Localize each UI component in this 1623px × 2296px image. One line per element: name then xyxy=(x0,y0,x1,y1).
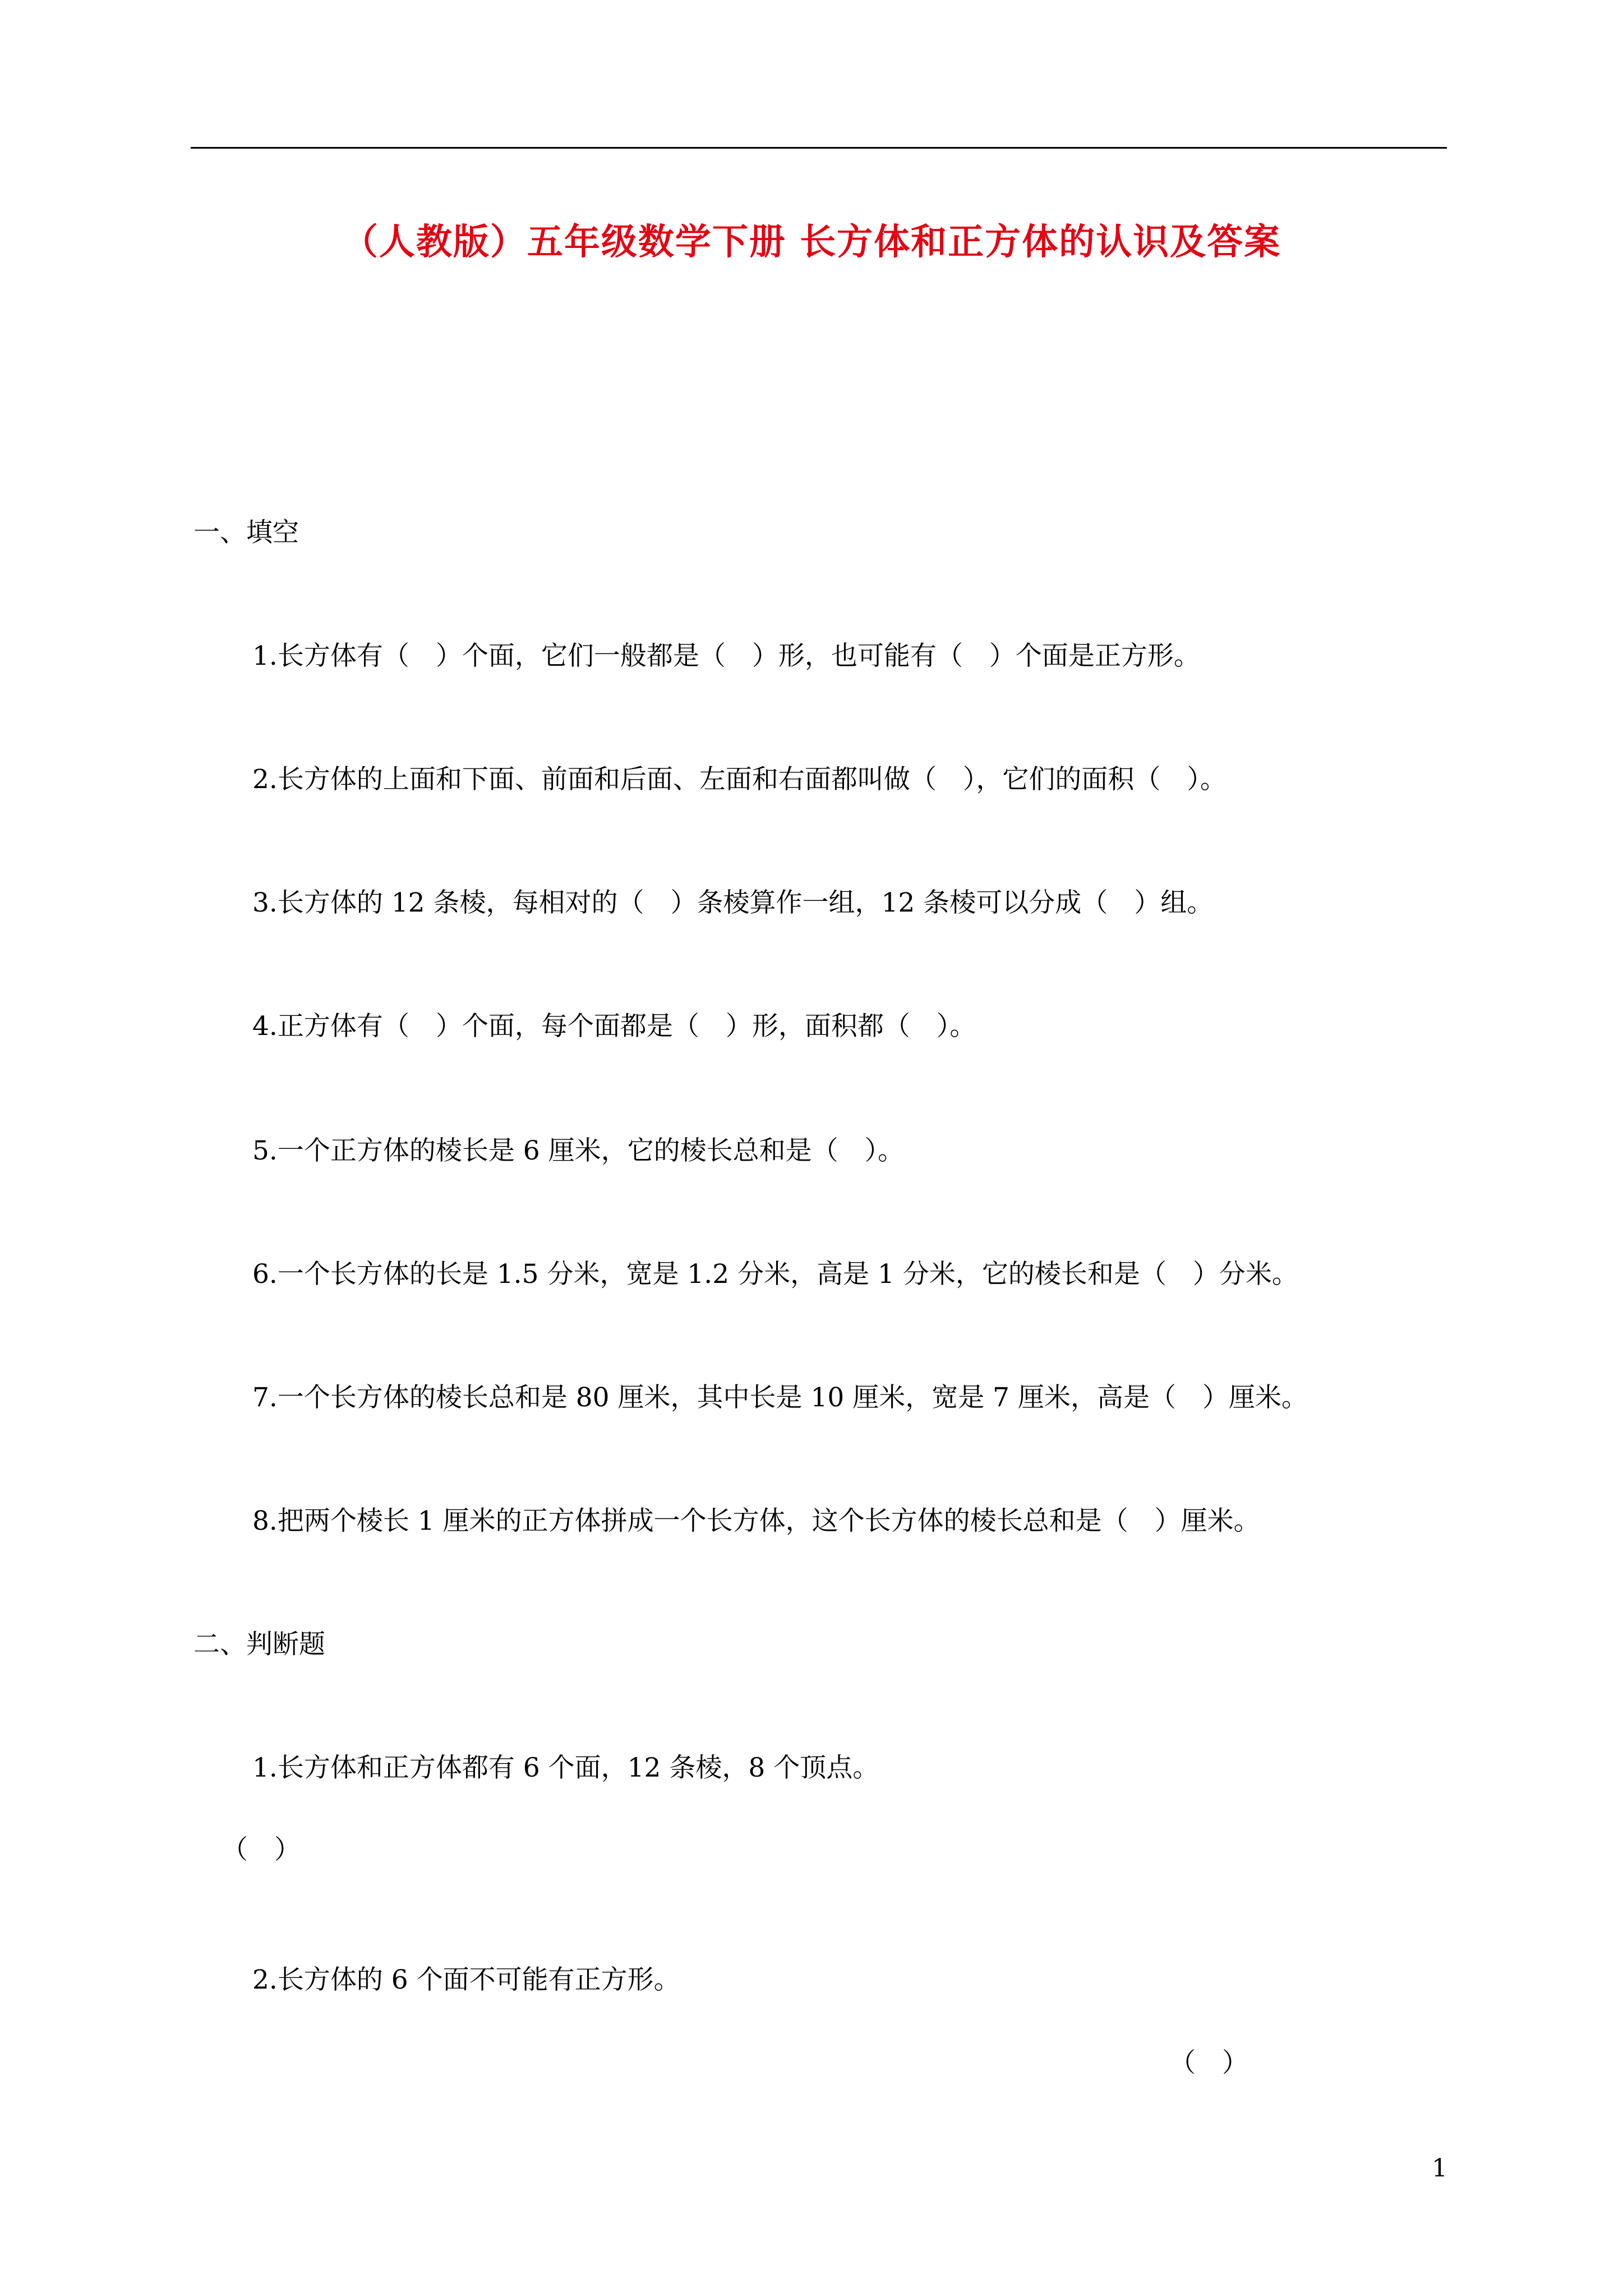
section-heading-fill-blank: 一、填空 xyxy=(193,517,299,548)
page-number: 1 xyxy=(1432,2154,1447,2183)
question-1-7: 7.一个长方体的棱长总和是 80 厘米，其中长是 10 厘米，宽是 7 厘米，高是（ ）厘米。 xyxy=(252,1382,1308,1413)
question-1-3: 3.长方体的 12 条棱，每相对的（ ）条棱算作一组，12 条棱可以分成（ ）组。 xyxy=(252,887,1214,918)
question-1-1: 1.长方体有（ ）个面，它们一般都是（ ）形，也可能有（ ）个面是正方形。 xyxy=(252,641,1200,671)
question-2-2: 2.长方体的 6 个面不可能有正方形。 xyxy=(252,1964,680,1995)
question-1-5: 5.一个正方体的棱长是 6 厘米，它的棱长总和是（ ）。 xyxy=(252,1135,905,1166)
section-heading-true-false: 二、判断题 xyxy=(193,1629,325,1660)
question-2-1: 1.长方体和正方体都有 6 个面，12 条棱，8 个顶点。 xyxy=(252,1752,879,1783)
question-1-8: 8.把两个棱长 1 厘米的正方体拼成一个长方体，这个长方体的棱长总和是（ ）厘米。 xyxy=(252,1506,1260,1536)
question-1-2: 2.长方体的上面和下面、前面和后面、左面和右面都叫做（ ），它们的面积（ ）。 xyxy=(252,764,1227,795)
header-rule xyxy=(191,147,1447,149)
question-1-4: 4.正方体有（ ）个面，每个面都是（ ）形，面积都（ ）。 xyxy=(252,1011,976,1042)
question-1-6: 6.一个长方体的长是 1.5 分米，宽是 1.2 分米，高是 1 分米，它的棱长和是（ ）分米。 xyxy=(252,1259,1298,1290)
answer-bracket-2-1: （ ） xyxy=(222,1834,301,1865)
answer-bracket-2-2: （ ） xyxy=(1169,2047,1248,2078)
document-title: （人教版）五年级数学下册 长方体和正方体的认识及答案 xyxy=(342,221,1281,263)
